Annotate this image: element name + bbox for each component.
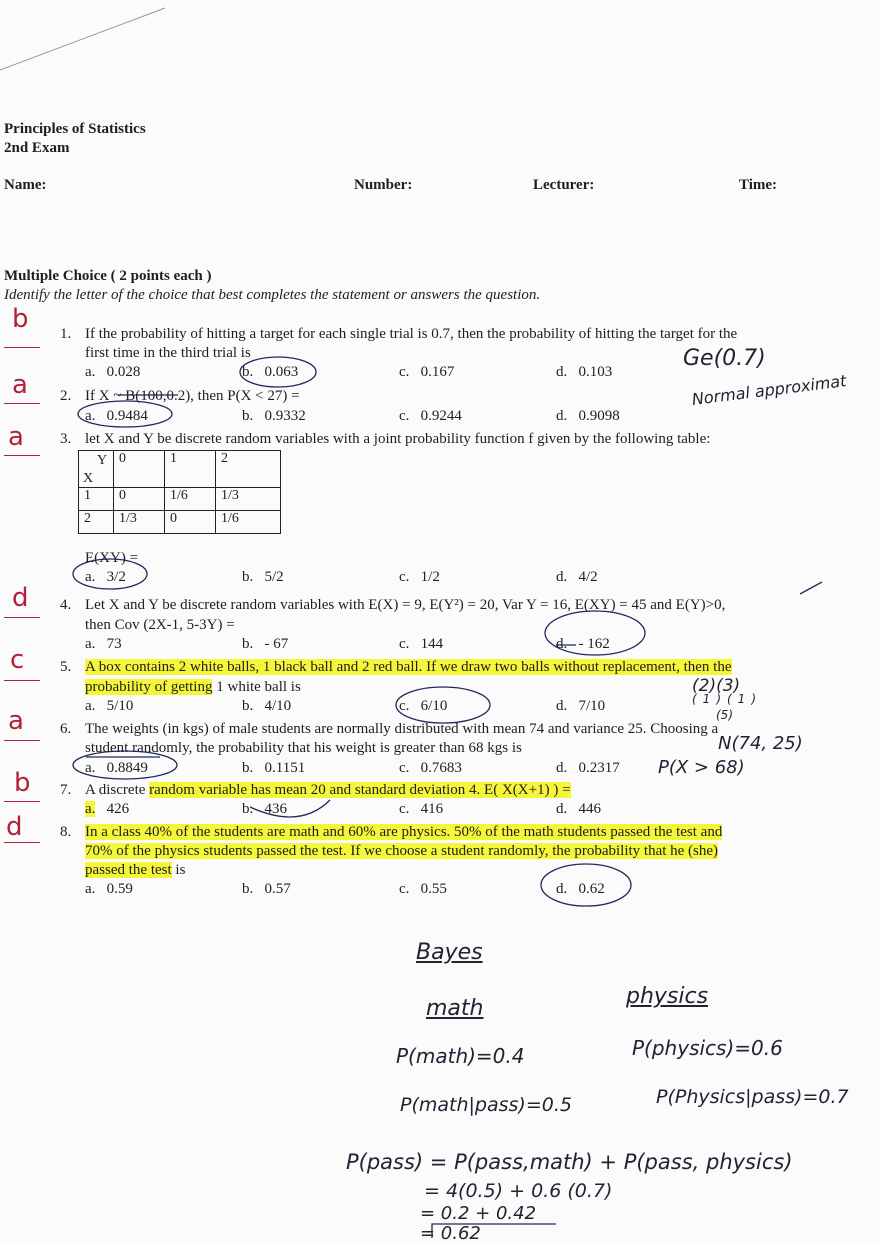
choice-8a: a. 0.59 (85, 881, 133, 897)
answer-line-4 (4, 617, 40, 618)
choice-2a: a. 0.9484 (85, 408, 148, 424)
choice-3a: a. 3/2 (85, 569, 126, 585)
section-instructions: Identify the letter of the choice that best completes the statement or answers the question. (4, 287, 541, 303)
answer-letter-4: d (12, 583, 29, 613)
choice-5b: b. 4/10 (242, 698, 292, 714)
answer-line-7 (4, 801, 40, 802)
choice-8d: d. 0.62 (556, 881, 605, 897)
note-combination-top: (2)(3) (692, 676, 741, 696)
choice-3c: c. 1/2 (399, 569, 440, 585)
table-cell: 1/6 (165, 488, 216, 511)
question-text-4b: then Cov (2X-1, 5-3Y) = (85, 617, 235, 633)
choice-8c: c. 0.55 (399, 881, 447, 897)
choice-3d: d. 4/2 (556, 569, 598, 585)
answer-letter-1: b (12, 304, 29, 334)
question-text-1: If the probability of hitting a target for each single trial is 0.7, then the probability of hitting the target for the (85, 326, 738, 342)
choice-6c: c. 0.7683 (399, 760, 462, 776)
note-combination-bottom: (1)(1) (692, 692, 762, 706)
note-normal-dist: N(74, 25) (718, 733, 803, 754)
highlight: random variable has mean (149, 782, 308, 798)
table-cell: 1/3 (216, 488, 281, 511)
question-text-5 (85, 659, 732, 676)
choice-7a: a. 426 (85, 801, 130, 817)
highlight: passed the test (85, 862, 172, 878)
choice-7c: c. 416 (399, 801, 444, 817)
choice-1a: a. 0.028 (85, 364, 141, 380)
answer-letter-3: a (8, 422, 24, 452)
joint-probability-table (78, 450, 281, 534)
answer-line-6 (4, 740, 40, 741)
check-mark (800, 582, 822, 594)
work-step-3: = 0.2 + 0.42 (420, 1203, 537, 1224)
scan-mark (0, 8, 165, 70)
question-number-3: 3. (60, 431, 72, 447)
answer-line-5 (4, 680, 40, 681)
choice-8b: b. 0.57 (242, 881, 291, 897)
answer-line-3 (4, 455, 40, 456)
table-header-cell: 1 (165, 451, 216, 488)
question-text-1b: first time in the third trial is (85, 345, 251, 361)
choice-6d: d. 0.2317 (556, 760, 620, 776)
question-text-5b: probability of getting 1 white ball is (85, 679, 301, 695)
work-total-prob: P(pass) = P(pass,math) + P(pass, physics) (346, 1150, 793, 1174)
table-corner (79, 451, 114, 488)
question-text-6b: student randomly, the probability that his weight is greater than 68 kgs is (85, 740, 522, 756)
answer-line-1 (4, 347, 40, 348)
table-cell: 1/3 (114, 511, 165, 534)
note-geometric: Ge(0.7) (683, 346, 766, 371)
answer-line-2 (4, 403, 40, 404)
choice-6a: a. 0.8849 (85, 760, 148, 776)
work-p-physics: P(physics)=0.6 (632, 1036, 783, 1060)
choice-5a: a. 5/10 (85, 698, 134, 714)
choice-6b: b. 0.1151 (242, 760, 306, 776)
question-number-1: 1. (60, 326, 72, 342)
question-text-2: If X ~ B(100,0.2), then P(X < 27) = (85, 388, 300, 404)
exam-title: 2nd Exam (4, 140, 70, 156)
highlight: 70% of the physics students passed the test. If we choose a student randomly, the probability that he (she) (85, 843, 719, 859)
question-number-2: 2. (60, 388, 72, 404)
table-y-label: Y (97, 453, 108, 468)
highlight: A box contains 2 white balls, 1 black ball and 2 red ball. If we draw two balls without replacement, then the (85, 659, 732, 675)
note-prob-greater: P(X > 68) (658, 757, 745, 778)
choice-7b: b. 436 (242, 801, 287, 817)
work-p-math-pass: P(math|pass)=0.5 (400, 1094, 572, 1116)
table-cell: 0 (165, 511, 216, 534)
choice-7d: d. 446 (556, 801, 601, 817)
answer-letter-7: b (14, 768, 31, 798)
question-number-4: 4. (60, 597, 72, 613)
work-title: Bayes (416, 940, 483, 965)
table-cell: 0 (114, 488, 165, 511)
table-x-label: X (83, 471, 94, 486)
table-header-cell: 2 (216, 451, 281, 488)
answer-letter-2: a (12, 370, 28, 400)
table-row-label: 2 (79, 511, 114, 534)
choice-5d: d. 7/10 (556, 698, 606, 714)
work-physics-title: physics (626, 984, 709, 1009)
table-header-cell: 0 (114, 451, 165, 488)
note-combination-denominator: (5) (716, 708, 733, 722)
choice-5c: c. 6/10 (399, 698, 448, 714)
choice-1d: d. 0.103 (556, 364, 613, 380)
answer-line-8 (4, 842, 40, 843)
question-text-6: The weights (in kgs) of male students are normally distributed with mean 74 and variance 25. Choosing a (85, 721, 719, 737)
section-title: Multiple Choice ( 2 points each ) (4, 268, 212, 284)
choice-4a: a. 73 (85, 636, 122, 652)
name-label: Name: (4, 177, 47, 193)
choice-2c: c. 0.9244 (399, 408, 462, 424)
table-row (79, 488, 281, 511)
answer-letter-8: d (6, 812, 23, 842)
choice-4d: d. - 162 (556, 636, 610, 652)
question-text-7: A discrete random variable has mean 20 and standard deviation 4. E( X(X+1) ) = (85, 782, 571, 798)
lecturer-label: Lecturer: (533, 177, 595, 193)
choice-2d: d. 0.9098 (556, 408, 620, 424)
question-text-8 (85, 824, 722, 841)
table-row-label: 1 (79, 488, 114, 511)
question-number-7: 7. (60, 782, 72, 798)
question-text-8b (85, 843, 718, 860)
question-text-3: let X and Y be discrete random variables with a joint probability function f given by the following table: (85, 431, 711, 447)
table-cell: 1/6 (216, 511, 281, 534)
highlight: probability of getting (85, 679, 213, 695)
number-label: Number: (354, 177, 413, 193)
question-prompt-3: E(XY) = (85, 550, 139, 566)
work-step-2: = 4(0.5) + 0.6 (0.7) (424, 1180, 613, 1202)
answer-letter-5: c (10, 645, 25, 675)
highlight: In a class 40% of the students are math and 60% are physics. 50% of the math students passed the test and (85, 824, 723, 840)
answer-letter-6: a (8, 706, 24, 736)
choice-2b: b. 0.9332 (242, 408, 306, 424)
question-number-6: 6. (60, 721, 72, 737)
work-result: = 0.62 (420, 1223, 481, 1244)
choice-4b: b. - 67 (242, 636, 289, 652)
question-text-4: Let X and Y be discrete random variables with E(X) = 9, E(Y²) = 20, Var Y = 16, E(XY) = 45 and E(Y)>0, (85, 597, 726, 613)
choice-4c: c. 144 (399, 636, 444, 652)
choice-1b: b. 0.063 (242, 364, 299, 380)
choice-3b: b. 5/2 (242, 569, 284, 585)
course-title: Principles of Statistics (4, 121, 146, 137)
table-row (79, 511, 281, 534)
question-number-8: 8. (60, 824, 72, 840)
work-math-title: math (426, 996, 484, 1021)
work-p-physics-pass: P(Physics|pass)=0.7 (656, 1086, 849, 1108)
note-normal-approx: Normal approximat (690, 371, 848, 409)
question-number-5: 5. (60, 659, 72, 675)
time-label: Time: (739, 177, 778, 193)
work-p-math: P(math)=0.4 (396, 1044, 525, 1068)
question-text-8c: passed the test is (85, 862, 186, 878)
choice-1c: c. 0.167 (399, 364, 455, 380)
